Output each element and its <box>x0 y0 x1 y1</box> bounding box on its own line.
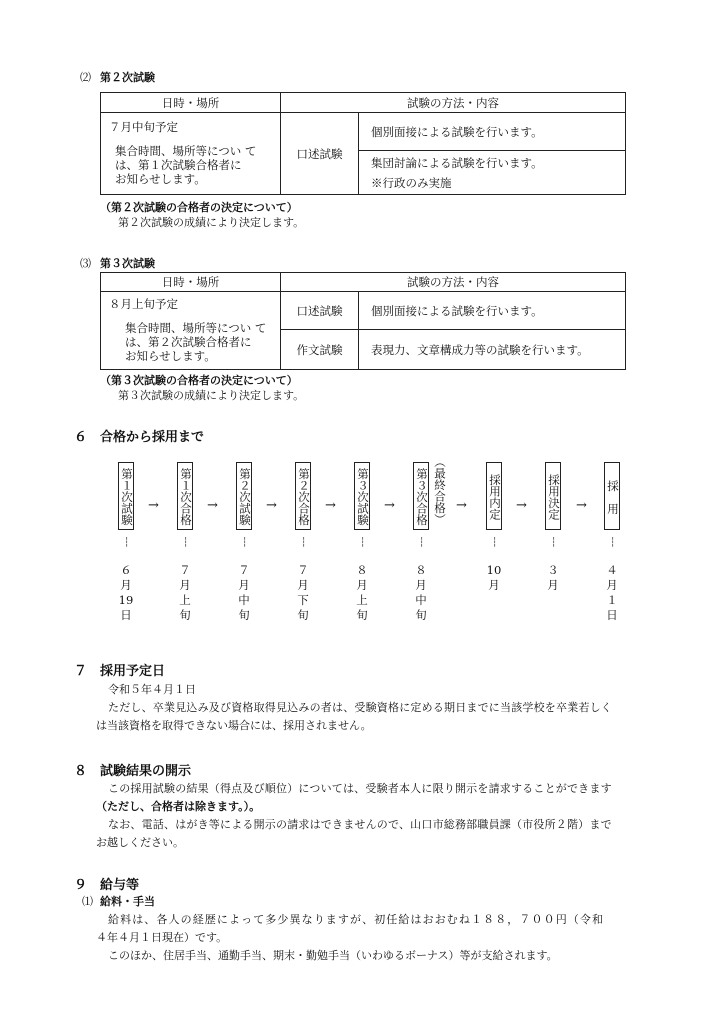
sec3-method2: 作文試験 <box>281 330 359 370</box>
sec3-row1: 個別面接による試験を行います。 <box>359 292 626 330</box>
sec9-text3: このほか、住居手当、通勤手当、期末・勤勉手当（いわゆるボーナス）等が支給されます。 <box>108 949 558 962</box>
step-3rd-pass: 第３次合格 <box>413 462 429 530</box>
sec7-text2: は当該資格を取得できない場合には、採用されません。 <box>96 719 372 732</box>
date-8: ３ 月 <box>547 563 559 592</box>
sec3-col2-header: 試験の方法・内容 <box>281 273 626 292</box>
sec2-col2-header: 試験の方法・内容 <box>281 93 626 113</box>
step-1st-exam: 第１次試験 <box>118 462 134 530</box>
tick-2: ┆ <box>183 538 189 548</box>
sec2-col1-header: 日時・場所 <box>101 93 281 113</box>
step-saiyo: 採 用 <box>604 462 620 530</box>
date-6: ８ 月 中 旬 <box>415 563 427 622</box>
date-1: ６ 月 19 日 <box>118 563 134 622</box>
sec8-text2: （ただし、合格者は除きます。）。 <box>96 800 261 813</box>
sec2-pass-title: （第２次試験の合格者の決定について） <box>100 201 298 214</box>
sec2-row2: 集団討論による試験を行います。 <box>371 155 543 170</box>
sec3-pass-text: 第３次試験の成績により決定します。 <box>118 389 305 402</box>
sec7-title: 採用予定日 <box>100 664 166 679</box>
sec3-heading-num: ⑶ <box>80 257 91 270</box>
date-7: 10 月 <box>486 563 502 592</box>
sec3-place-line2: は、第２次試験合格者に <box>125 335 252 349</box>
sec2-pass-text: 第２次試験の成績により決定します。 <box>118 216 305 229</box>
arrow-8: → <box>576 498 587 513</box>
sec2-place-line2: は、第１次試験合格者に <box>115 158 242 172</box>
arrow-3: → <box>266 498 277 513</box>
sec3-method1: 口述試験 <box>281 292 359 330</box>
tick-7: ┆ <box>492 538 498 548</box>
sec3-table <box>100 272 626 370</box>
arrow-5: → <box>384 498 395 513</box>
date-5: ８ 月 上 旬 <box>356 563 368 622</box>
sec3-place-line1: 集合時間、場所等につい て <box>125 321 267 335</box>
sec9-num: ９ <box>74 878 88 893</box>
sec8-text1: この採用試験の結果（得点及び順位）については、受験者本人に限り開示を請求することができます <box>108 782 612 795</box>
step-final-pass-note: （最終合格） <box>433 456 447 525</box>
step-2nd-pass: 第２次合格 <box>295 462 311 530</box>
sec2-heading-num: ⑵ <box>80 71 91 84</box>
date-2: ７ 月 上 旬 <box>179 563 191 622</box>
sec3-date-place-cell <box>101 292 281 370</box>
sec9-title: 給与等 <box>100 878 140 893</box>
sec9-text1: 給料は、各人の経歴によって多少異なりますが、初任給はおおむね１８８，７００円（令和 <box>108 913 605 926</box>
sec7-text1: ただし、卒業見込み及び資格取得見込みの者は、受験資格に定める期日までに当該学校を卒業若しく <box>108 701 612 714</box>
arrow-1: → <box>148 498 159 513</box>
sec8-text3: なお、電話、はがき等による開示の請求はできませんので、山口市総務部職員課（市役所２階）まで <box>108 818 612 831</box>
step-2nd-exam: 第２次試験 <box>236 462 252 530</box>
sec8-title: 試験結果の開示 <box>100 764 192 779</box>
arrow-4: → <box>325 498 336 513</box>
sec3-date: ８月上旬予定 <box>109 297 178 311</box>
sec2-method: 口述試験 <box>281 113 359 195</box>
arrow-7: → <box>516 498 527 513</box>
date-3: ７ 月 中 旬 <box>238 563 250 622</box>
step-kettei: 採用決定 <box>545 462 561 530</box>
sec3-col1-header: 日時・場所 <box>101 273 281 292</box>
step-1st-pass: 第１次合格 <box>177 462 193 530</box>
sec6-title: 合格から採用まで <box>100 430 205 445</box>
sec8-num: ８ <box>74 764 88 779</box>
sec8-text4: お越しください。 <box>96 836 184 849</box>
tick-1: ┆ <box>124 538 130 548</box>
sec2-row1: 個別面接による試験を行います。 <box>359 113 626 151</box>
tick-5: ┆ <box>360 538 366 548</box>
sec9-sub-num: ⑴ <box>82 895 93 908</box>
tick-9: ┆ <box>610 538 616 548</box>
sec2-row2-cell <box>359 151 626 195</box>
step-naitei: 採用内定 <box>486 462 502 530</box>
sec7-date: 令和５年４月１日 <box>108 683 196 696</box>
sec2-date-place-cell <box>101 113 281 195</box>
step-3rd-exam: 第３次試験 <box>354 462 370 530</box>
sec2-heading: 第２次試験 <box>100 71 155 84</box>
tick-3: ┆ <box>242 538 248 548</box>
sec2-row2-note: ※行政のみ実施 <box>371 175 452 190</box>
sec3-pass-title: （第３次試験の合格者の決定について） <box>100 374 298 387</box>
sec9-sub-title: 給料・手当 <box>100 895 155 908</box>
sec2-table <box>100 92 626 195</box>
arrow-6: → <box>456 498 467 513</box>
date-9: ４ 月 １ 日 <box>606 563 618 622</box>
sec2-date: ７月中旬予定 <box>109 120 178 134</box>
date-4: ７ 月 下 旬 <box>297 563 309 622</box>
sec3-heading: 第３次試験 <box>100 257 155 270</box>
sec7-num: ７ <box>74 664 88 679</box>
sec9-text2: ４年４月１日現在）です。 <box>96 931 228 944</box>
sec3-row2: 表現力、文章構成力等の試験を行います。 <box>359 330 626 370</box>
sec6-num: ６ <box>74 430 88 445</box>
tick-4: ┆ <box>301 538 307 548</box>
sec2-place-line1: 集合時間、場所等につい て <box>115 144 257 158</box>
arrow-2: → <box>207 498 218 513</box>
sec3-place-line3: お知らせします。 <box>125 349 216 363</box>
tick-6: ┆ <box>419 538 425 548</box>
sec2-place-line3: お知らせします。 <box>115 172 206 186</box>
tick-8: ┆ <box>551 538 557 548</box>
